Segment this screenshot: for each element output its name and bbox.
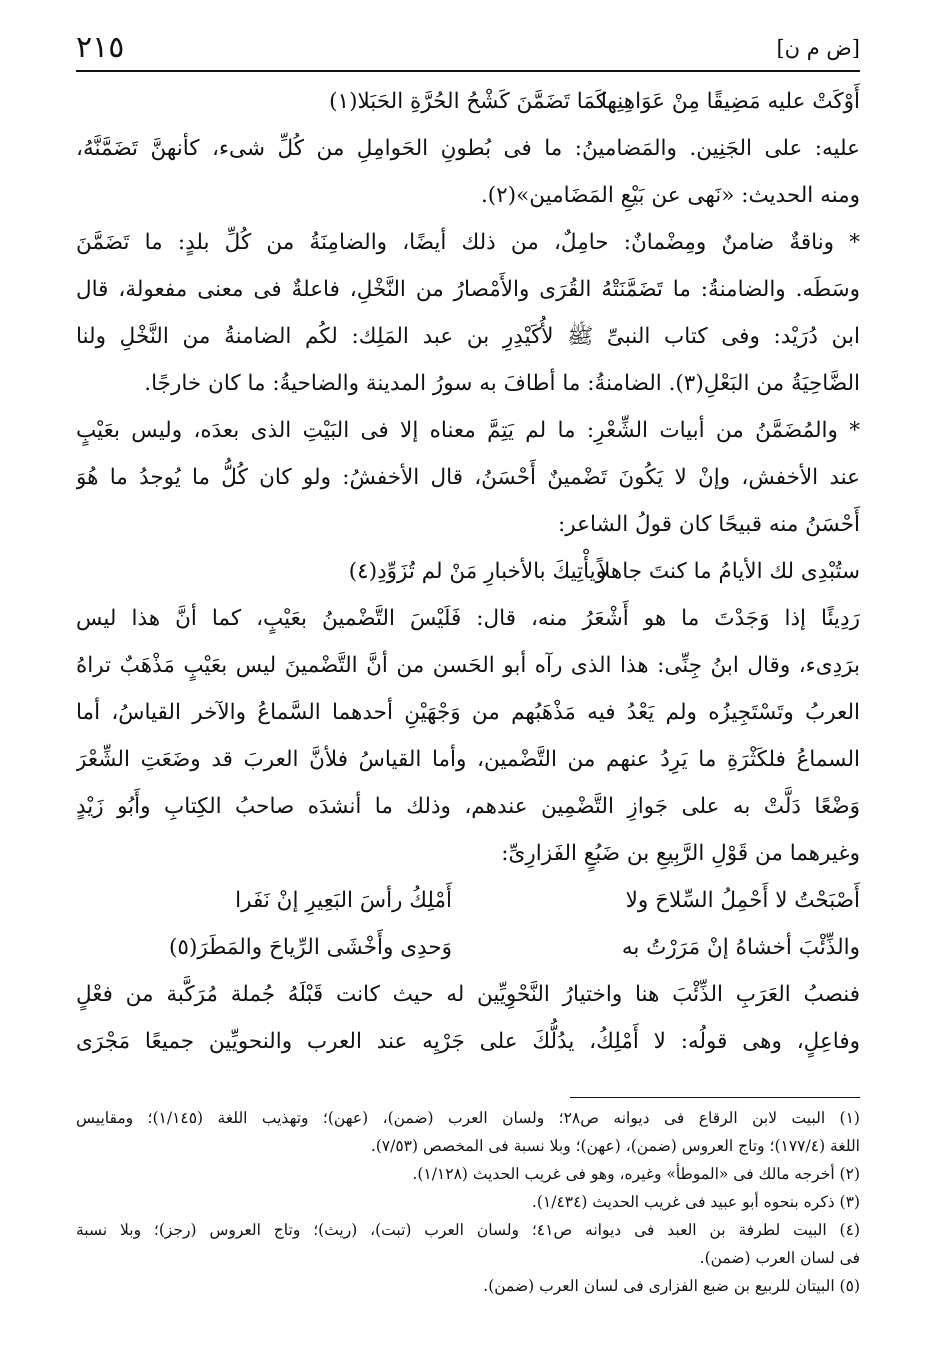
text-line: الضَّاحِيَةُ من البَعْلِ(٣). الضامنةُ: ما أطافَ به سورُ المدينة والضاحيةُ: ما كان خارجًا. xyxy=(144,371,860,396)
footnote-line: (٤) البيت لطرفة بن العبد فى ديوانه ص٤١؛ ولسان العرب (تبت)، (ريث)؛ وتاج العروس (رجز)؛ وبلا نسبة xyxy=(76,1221,860,1239)
text-line: * والمُضَمَّنُ من أبيات الشِّعْرِ: ما لم يَتِمَّ معناه إلا فى البَيْتِ الذى بعدَه، وليس بعَيْبٍ xyxy=(76,418,860,443)
page-number: ٢١٥ xyxy=(76,30,125,65)
footnote-separator xyxy=(570,1097,860,1098)
footnote-line: (٣) ذكره بنحوه أبو عبيد فى غريب الحديث (١/٤٣٤). xyxy=(531,1193,860,1211)
text-line: فنصبُ العَرَبِ الذِّئْبَ هنا واختيارُ النَّحْوِيِّين له حيث كانت قَبْلَهُ جُملة مُرَكَّبة من فعْلٍ xyxy=(76,982,860,1007)
text-line: برَدِىء، وقال ابنُ جِنِّى: هذا الذى رآه أبو الحَسن من أنَّ التَّضْمينَ ليس بعَيْبٍ مَذْهَبٌ تراهُ xyxy=(76,653,860,678)
footnote-line: (٥) البيتان للربيع بن ضبع الفزارى فى لسان العرب (ضمن). xyxy=(483,1277,860,1295)
footnote-line: اللغة (١٧٧/٤)؛ وتاج العروس (ضمن)، (عهن)؛ وبلا نسبة فى المخصص (٧/٥٣). xyxy=(370,1137,860,1155)
text-line: وسَطَه. والضامنةُ: ما تَضَمَّنَتْهُ القُرَى والأَمْصارُ من النَّخْلِ، فاعلةٌ فى معنى مفعولة، قال xyxy=(76,277,860,302)
text-line: وفاعِلٍ، وهى قولُه: لا أَمْلِكُ، يدُلُّكَ على جَرْيِه عند العرب والنحويِّين جميعًا مَجْرَى xyxy=(76,1029,860,1054)
footnotes xyxy=(76,1104,860,1300)
verse-line xyxy=(76,924,860,971)
text-line: أَحْسَنُ منه قبيحًا كان قولُ الشاعر: xyxy=(558,512,860,537)
text-line: رَدِيئًا إذا وَجَدْتَ ما هو أَشْعَرُ منه، قال: فَلَيْسَ التَّضْمينُ بعَيْبٍ، كما أنَّ هذا ليس xyxy=(76,606,860,631)
footnote-line: فى لسان العرب (ضمن). xyxy=(699,1249,860,1267)
verse-first-hemistich: ستُبْدِى لك الأيامُ ما كنتَ جاهلاً xyxy=(598,559,860,584)
text-line: ابن دُرَيْد: وفى كتاب النبىِّ ﷺ لأُكَيْدِرِ بن عبد المَلِك: لكُم الضامنةُ من النَّخْلِ ولنا xyxy=(76,324,860,349)
verse-second-hemistich: ويأْتِيكَ بالأخبارِ مَنْ لم تُزَوِّدِ(٤) xyxy=(348,559,606,584)
main-text xyxy=(76,78,860,1065)
page-header xyxy=(76,30,860,72)
text-line: وغيرهما من قَوْلِ الرَّبِيعِ بن ضَبُعٍ الفَزارِىِّ: xyxy=(501,841,860,866)
verse-second-hemistich: كَمَا تَضَمَّنَ كَشْحُ الحُرَّةِ الحَبَلا(١) xyxy=(329,89,606,114)
verse-first-hemistich: أَصْبَحْتُ لا أَحْمِلُ السِّلاحَ ولا xyxy=(625,888,860,913)
text-line: عليه: على الجَنِين. والمَضامينُ: ما فى بُطونِ الحَوامِلِ من كُلِّ شىء، كأنهنَّ تَضَمَّنَّهُ، xyxy=(76,136,860,161)
text-line: ومنه الحديث: «نَهى عن بَيْعِ المَضَامين»(٢). xyxy=(480,183,860,208)
text-line: * وناقةٌ ضامنٌ ومِضْمانٌ: حامِلٌ، من ذلك أيضًا، والضامِنَةُ من كُلِّ بلدٍ: ما تَضَمَّنَ xyxy=(76,230,860,255)
verse-line xyxy=(76,877,860,924)
verse-second-hemistich: أَمْلِكُ رأسَ البَعِيرِ إنْ نَفَرا xyxy=(235,888,452,913)
text-line: السماعُ فلكَثْرَةِ ما يَرِدُ عنهم من التَّضْمين، وأما القياسُ فلأنَّ العربَ قد وضَعَتِ الشِّعْرَ xyxy=(76,747,860,772)
verse-line xyxy=(76,548,860,595)
text-line: العربُ وتَسْتَجِيزُه ولم يَعْدُ فيه مَذْهَبُهم من وَجْهَيْنِ أحدهما السَّماعُ والآخر القياسُ، أما xyxy=(76,700,860,725)
footnote-line: (١) البيت لابن الرقاع فى ديوانه ص٢٨؛ ولسان العرب (ضمن)، (عهن)؛ وتهذيب اللغة (١/١٤٥)؛ ومقاييس xyxy=(76,1109,860,1127)
root-code: [ض م ن] xyxy=(776,36,860,60)
verse-second-hemistich: وَحدِى وأَخْشَى الرِّياحَ والمَطَرَ(٥) xyxy=(168,935,452,960)
footnote-line: (٢) أخرجه مالك فى «الموطأ» وغيره، وهو فى غريب الحديث (١/١٢٨). xyxy=(412,1165,860,1183)
verse-first-hemistich: والذِّئْبَ أخشاهُ إنْ مَرَرْتُ به xyxy=(621,935,860,960)
verse-first-hemistich: أَوْكَتْ عليه مَضِيقًا مِنْ عَوَاهِنِها xyxy=(600,89,860,114)
text-line: عند الأخفش، وإنْ لا يَكُونَ تَضْمينٌ أَحْسَنُ، قال الأخفشُ: ولو كان كُلُّ ما يُوجدُ ما هُوَ xyxy=(76,465,860,490)
text-line: وَضْعًا دَلَّتْ به على جَوازِ التَّضْمِين عندهم، وذلك ما أنشدَه صاحبُ الكِتابِ وأَبُو زَيْدٍ xyxy=(76,794,860,819)
verse-line xyxy=(76,78,860,125)
